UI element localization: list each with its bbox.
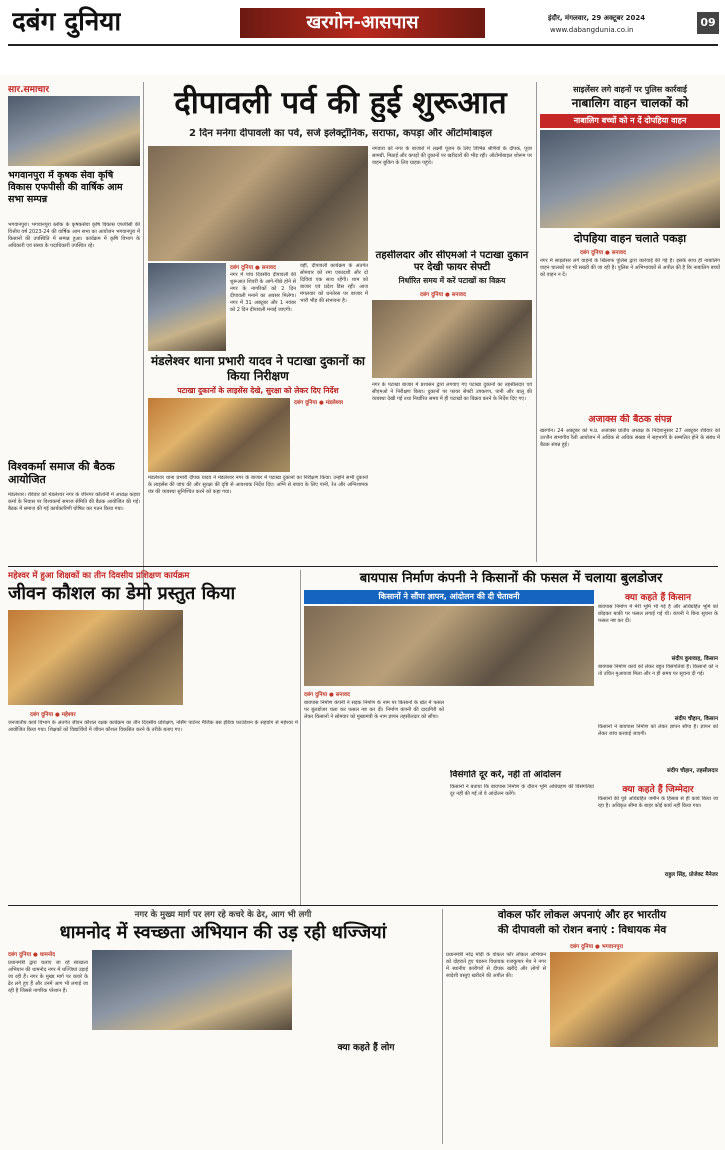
right-byline: दबंग दुनिया ● सनावद: [580, 250, 626, 256]
tag-briefs: सार.समाचार: [8, 85, 50, 95]
right-headline-2: दोपहिया वाहन चलाते पकड़ा: [573, 232, 687, 245]
lead-headline: दीपावली पर्व की हुई शुरूआत: [174, 85, 507, 121]
right-kicker: साइलेंसर लगे वाहनों पर पुलिस कार्रवाई: [573, 85, 687, 94]
fire-headline: तहसीलदार और सीएमओ ने पटाखा दुकान पर देखी फायर सेफ्टी: [375, 250, 529, 273]
bulldozer-body-2: किसानों ने बताया कि बायपास निर्माण के दौरान भूमि अधिग्रहण की विसंगतियां दूर नहीं की गईं तो वे आंदोलन करेंगे।: [450, 784, 594, 797]
inspection-headline: मंडलेश्वर थाना प्रभारी यादव ने पटाखा दुकानों का किया निरीक्षण: [150, 354, 366, 383]
training-kicker: महेश्वर में हुआ शिक्षकों का तीन दिवसीय प्रशिक्षण कार्यक्रम: [8, 571, 190, 581]
clean-photo: [92, 950, 292, 1030]
clean-byline: दबंग दुनिया ● धामनोद: [8, 952, 56, 958]
clean-headline: धामनोद में स्वच्छता अभियान की उड़ रही धज्जियां: [59, 922, 387, 943]
vocal-headline: की दीपावली को रोशन बनाएं : विधायक मेव: [497, 924, 667, 936]
quotes-title-1: क्या कहते हैं किसान: [624, 593, 692, 603]
mid-rule: [8, 566, 718, 567]
clean-sub: क्या कहते हैं लोग: [337, 1043, 395, 1053]
bulldozer-photo: [304, 606, 594, 686]
masthead: [0, 0, 725, 75]
training-body: जनजातीय कार्य विभाग के अंतर्गत जीवन कौशल रक्षक कार्यक्रम का तीन दिवसीय प्रशिक्षण, नर्सिंग पार्टनर मैजिक बस इंडिया फाउंडेशन के सहयोग से महेश्वर में आयोजित किया गया। शिक्षकों को विद्यार्थियों में जीवन कौशल विकसित करने के तरीके बताए गए।: [8, 720, 298, 733]
right-photo: [540, 130, 720, 228]
quotes-title-2: क्या कहते हैं जिम्मेदार: [622, 785, 694, 795]
bulldozer-headline: बायपास निर्माण कंपनी ने किसानों की फसल में चलाया बुलडोजर: [359, 571, 663, 586]
lead-subhead: 2 दिन मनेगा दीपावली का पर्व, सजे इलेक्ट्रॉनिक, सराफा, कपड़ा और ऑटोमोबाइल: [188, 128, 492, 139]
fire-photo: [372, 300, 532, 378]
lead-body-3: नगवारा को नगर के बाजारों में लक्ष्मी पूजन के लिए विभिन्न श्रेणियों के दीपक, पूजा सामग्री, मिठाई और कपड़ों की दुकानों पर खरीदारों की भीड़ रही। ऑटोमोबाइल शोरूम पर वाहन बुकिंग के लिए ग्राहक पहुंचे।: [372, 146, 532, 166]
inspection-byline: दबंग दुनिया ● मंडलेश्वर: [294, 400, 344, 406]
divider-2: [300, 570, 301, 905]
training-photo: [8, 610, 183, 705]
quote-3-by: संदीप चौहान, तहसीलदार: [667, 768, 718, 774]
quote-1-by: संदीप कुशवाह, किसान: [671, 656, 718, 662]
quote-4: किसानों की पूर्व अधिग्रहित जमीन के हिसाब से ही कार्य किया जा रहा है। अधिकृत सीमा के बाहर कोई कार्य नहीं किया गया।: [598, 796, 718, 809]
right-headline: नाबालिग वाहन चालकों को: [571, 96, 689, 110]
fire-subhead: निर्धारित समय में करें पटाखों का विक्रय: [398, 276, 506, 285]
fire-body: नगर के पटाखा बाजार में प्रशासन द्वारा लगवाए गए पटाखा दुकानों का तहसीलदार एवं सीएमओ ने निरीक्षण किया। दुकानों पर फायर सेफ्टी उपकरण, पानी और बालू की व्यवस्था देखी गई तथा निर्धारित समय में ही पटाखों का विक्रय करने के निर्देश दिए गए।: [372, 382, 532, 402]
quote-3: किसानों ने बायपास निर्माण को लेकर ज्ञापन सौंपा है। ज्ञापन को लेकर जांच करवाई जाएगी।: [598, 724, 718, 737]
center-divider: [536, 82, 537, 562]
lead-body-2: वहीं, दीपावली कार्यक्रम के अंतर्गत सोमवार को रमा एकादशी और दो दिवियां एक साथ रहेंगी। शाम को बाजार एवं प्रदेश डिस रही। आज मंगलवार को धनतेरस पर बाजार में भारी भीड़ की संभावना है।: [300, 263, 368, 304]
brief1-title: भगवानपुरा में कृषक सेवा कृषि विकास एफपीसी की वार्षिक आम सभा सम्पन्न: [8, 170, 123, 205]
brief1-photo: [8, 96, 140, 166]
fire-byline: दबंग दुनिया ● सनावद: [420, 292, 466, 298]
quote-2: बायपास निर्माण कार्य को लेकर बहुत विसंगतियां हैं। किसानों को न तो उचित मुआवजा मिला और न ही समय पर सूचना दी गई।: [598, 664, 718, 677]
vocal-photo: [550, 952, 718, 1047]
section-banner: [240, 8, 485, 38]
lead-photo-small: [148, 263, 226, 351]
bottom-rule: [8, 905, 718, 906]
inspection-photo: [148, 398, 290, 472]
quotes-box: [598, 590, 718, 900]
brief1-text: भगवानपुरा। भगवानपुरा ब्लॉक के कृषकसेवा कृषि विकास एफपीसी की वित्तीय वर्ष 2023-24 की वार्षिक आम सभा का आयोजन भगवानपुरा में किसानों की उपस्थिति में सम्पन्न हुआ। कार्यक्रम में कृषि विभाग के अधिकारी एवं संस्था के पदाधिकारी उपस्थित रहे।: [8, 222, 140, 249]
bulldozer-byline: दबंग दुनिया ● सनावद: [304, 692, 350, 698]
clean-kicker: नगर के मुख्य मार्ग पर लग रहे कचरे के ढेर, आग भी लगी: [134, 910, 312, 920]
lead-photo: [148, 146, 368, 261]
page-number: 09: [697, 12, 719, 34]
divider-3: [442, 909, 443, 1144]
brief2-text: मंडलेश्वर। रविवार को मंडलेश्वर नगर के जीनगर कॉलोनी में अध्यक्ष कड़वा कर्मा के निवास पर विश्वकर्मा समाज सेमिति की बैठक आयोजित की गई। बैठक में समाज की गई कार्यकारिणी घोषित कर गठन किया गया।: [8, 492, 140, 512]
lead-body-1: नगर में पांच दिवसीय दीपावली की शुरूआत शिवरीं के आगे-पीछे होने से नगर के नागरिकों को 2 दिन दीपावली मनाने का अवसर मिलेगा। नगर में 31 अक्टूबर और 1 नवंबर को 2 दिन दीपावली मनाई जाएगी।: [230, 272, 296, 313]
vocal-body: प्रधानमंत्री नरेंद्र मोदी के वोकल फॉर लोकल अभियान को दोहराते हुए पंडरूर विधायक राजकुमार मेव ने नगर में स्थानीय कारीगरों से दीपक खरीदे और लोगों से स्वदेशी वस्तुएं खरीदने की अपील की।: [446, 952, 546, 979]
bulldozer-body: बायपास निर्माण कंपनी ने सड़क निर्माण के नाम पर किसानों के खेत में फसल पर बुलडोजर चला कर फसल नष्ट कर दी। निर्माण कंपनी की दादागिरी को लेकर किसानों ने सोमवार को मुख्यमंत्री के नाम ज्ञापन तहसीलदार को सौंपा।: [304, 700, 444, 720]
right-body: नगर में साइलेंसर लगे वाहनों के खिलाफ पुलिस द्वारा कार्रवाई की गई है। इसके साथ ही नाबालिग वाहन चालकों पर भी सख्ती की जा रही है। पुलिस ने अभिभावकों से अपील की है कि नाबालिग बच्चों को वाहन न दें।: [540, 258, 720, 278]
vocal-byline: दबंग दुनिया ● भगवानपुरा: [570, 944, 624, 950]
inspection-subhead: पटाखा दुकानों के लाइसेंस देखे, सुरक्षा को लेकर दिए निर्देश: [177, 386, 339, 395]
training-byline: दबंग दुनिया ● महेश्वर: [30, 712, 76, 718]
dateline: इंदौर, मंगलवार, 29 अक्टूबर 2024: [548, 14, 646, 22]
brief2-title: विश्वकर्मा समाज की बैठक आयोजित: [8, 460, 115, 486]
quote-2-by: संदीप चौहान, किसान: [674, 716, 718, 722]
quote-1: बायपास निर्माण में मेरी भूमि भी गई है और अधिग्रहित भूमि को छोड़कर बाकी पर फसल लगाई गई थी। कंपनी ने बिना सूचना के फसल नष्ट कर दी।: [598, 604, 718, 624]
bulldozer-sub2: विसंगति दूर करें, नहीं तो आंदोलन: [450, 770, 562, 780]
lead-byline: दबंग दुनिया ● सनावद: [230, 265, 276, 271]
meeting-title: अजाक्स की बैठक संपन्न: [588, 414, 672, 425]
bulldozer-bar: किसानों ने सौंपा ज्ञापन, आंदोलन की दी चेतावनी: [304, 590, 594, 604]
logo: दबंग दुनिया: [12, 7, 122, 37]
vocal-kicker: वोकल फॉर लोकल अपनाएं और हर भारतीय: [497, 909, 667, 921]
clean-body: प्रधानमंत्री द्वारा चलाए जा रहे स्वच्छता अभियान की धामनोद नगर में धज्जियां उड़ाई जा रही हैं। नगर के मुख्य मार्ग पर कचरे के ढेर लगे हुए हैं और उनमें आग भी लगाई जा रही है जिससे नागरिक परेशान हैं।: [8, 960, 88, 994]
quote-4-by: राहुल सिंह, प्रोजेक्ट मैनेजर: [664, 872, 718, 878]
section-title: खरगोन-आसपास: [306, 12, 419, 33]
right-bar: नाबालिग बच्चों को न दें दोपहिया वाहन: [540, 114, 720, 128]
inspection-body: मंडलेश्वर थाना प्रभारी दीपक यादव ने मंडलेश्वर नगर के बाजार में पटाखा दुकानों का निरीक्षण किया। उन्होंने सभी दुकानों के लाइसेंस की जांच की और सुरक्षा की दृष्टि से आवश्यक निर्देश दिए। अग्नि से बचाव के लिए पानी, रेत और अग्निशामक यंत्र की व्यवस्था सुनिश्चित करने को कहा गया।: [148, 475, 368, 495]
training-headline: जीवन कौशल का डेमो प्रस्तुत किया: [8, 583, 236, 604]
masthead-rule: [8, 44, 718, 46]
meeting-text: खरगोन। 24 अक्टूबर को म.प्र. अजाक्स प्रांतीय अध्यक्ष के निर्देशानुसार 27 अक्टूबर रविवार को उज्जैन संभागीय रैली आयोजन में अधिक से अधिक संख्या में सहभागी के सम्मलित होने के संबंध में बैठक संपन्न हुई।: [540, 428, 720, 448]
site-url: www.dabangdunia.co.in: [550, 26, 634, 34]
